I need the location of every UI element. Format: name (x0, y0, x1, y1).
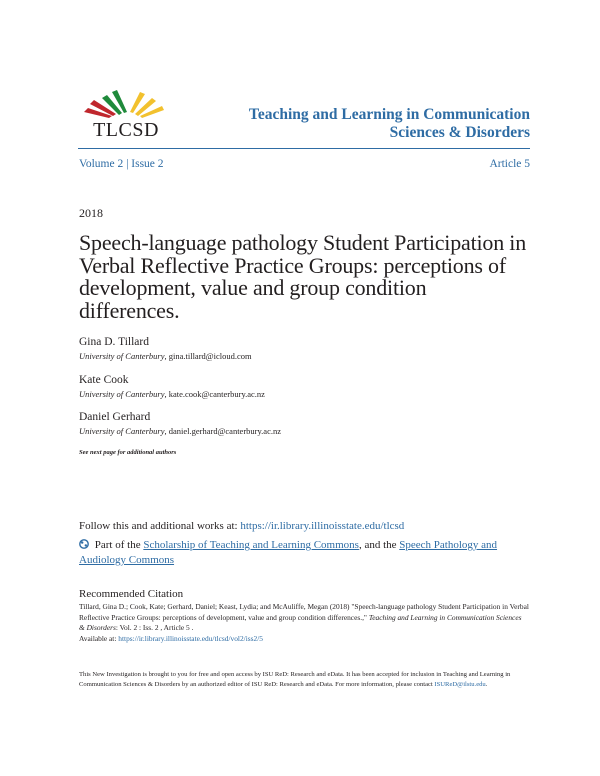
commons-network-icon (79, 539, 89, 549)
author-affiliation: University of Canterbury, gina.tillard@icloud.com (79, 351, 252, 361)
affiliation-name: University of Canterbury (79, 389, 165, 399)
part-of-prefix: Part of the (94, 539, 141, 551)
affiliation-name: University of Canterbury (79, 351, 165, 361)
recommended-citation-heading: Recommended Citation (79, 588, 184, 600)
header-divider (78, 148, 530, 149)
journal-title-line2[interactable]: Sciences & Disorders (389, 124, 530, 141)
journal-title[interactable] (196, 106, 530, 142)
volume-link[interactable]: Volume 2 (79, 158, 124, 170)
journal-title-line1[interactable]: Teaching and Learning in Communication (248, 106, 530, 123)
author-email[interactable]: gina.tillard@icloud.com (168, 351, 252, 361)
author-block (79, 336, 252, 361)
access-notice-text: This New Investigation is brought to you for free and open access by ISU ReD: Research and eData. It has been accepted for inclusion in Teaching and Learning in Communication Sciences & Disorders by an authorized editor of ISU ReD: Research and eData. For more information, please contact (79, 671, 511, 688)
part-of-line (79, 538, 519, 568)
article-url-link[interactable]: https://ir.library.illinoisstate.edu/tlcsd/vol2/iss2/5 (118, 633, 263, 643)
affiliation-name: University of Canterbury (79, 426, 165, 436)
speech-pathology-commons-link[interactable]: Speech Pathology and Audiology Commons (79, 539, 498, 566)
author-email[interactable]: daniel.gerhard@canterbury.ac.nz (168, 426, 282, 436)
contact-email-link[interactable]: ISUReD@ilstu.edu (434, 680, 486, 688)
issue-link[interactable]: Issue 2 (131, 158, 164, 170)
access-notice-end: . (485, 680, 488, 688)
publication-year: 2018 (79, 206, 103, 220)
citation-body: Tillard, Gina D.; Cook, Kate; Gerhard, Daniel; Keast, Lydia; and McAuliffe, Megan (2018) "Speech-language pathology Student Participation in Verbal Reflective Practice Groups: perceptions of development, value and group condition differences.," (79, 602, 529, 622)
citation-journal: Teaching and Learning in Communication Sciences & Disorders (79, 612, 522, 633)
available-label: Available at: (79, 633, 117, 643)
author-name: Kate Cook (79, 374, 129, 386)
sotl-commons-link[interactable]: Scholarship of Teaching and Learning Commons (143, 539, 359, 551)
citation-volume-info: : Vol. 2 : Iss. 2 , Article 5 . (115, 623, 194, 633)
volume-issue-separator: | (126, 158, 129, 170)
author-affiliation: University of Canterbury, daniel.gerhard@canterbury.ac.nz (79, 426, 282, 436)
citation-text (79, 602, 529, 644)
author-email[interactable]: kate.cook@canterbury.ac.nz (168, 389, 265, 399)
access-notice (79, 670, 529, 689)
follow-line (79, 520, 404, 532)
article-link[interactable]: Article 5 (489, 158, 530, 170)
author-block (79, 374, 265, 399)
follow-label: Follow this and additional works at: (79, 520, 238, 532)
volume-issue (79, 158, 164, 170)
author-name: Gina D. Tillard (79, 336, 149, 348)
follow-url-link[interactable]: https://ir.library.illinoisstate.edu/tlcsd (240, 520, 405, 532)
more-authors-note: See next page for additional authors (79, 449, 177, 456)
and-text: , and the (358, 539, 397, 551)
author-name: Daniel Gerhard (79, 411, 151, 423)
logo-text: TLCSD (93, 119, 159, 140)
author-block (79, 411, 281, 436)
tlcsd-logo (78, 82, 174, 140)
paper-title: Speech-language pathology Student Participation in Verbal Reflective Practice Groups: perceptions of development, value and group condition differences. (79, 230, 527, 323)
author-affiliation: University of Canterbury, kate.cook@canterbury.ac.nz (79, 389, 265, 399)
